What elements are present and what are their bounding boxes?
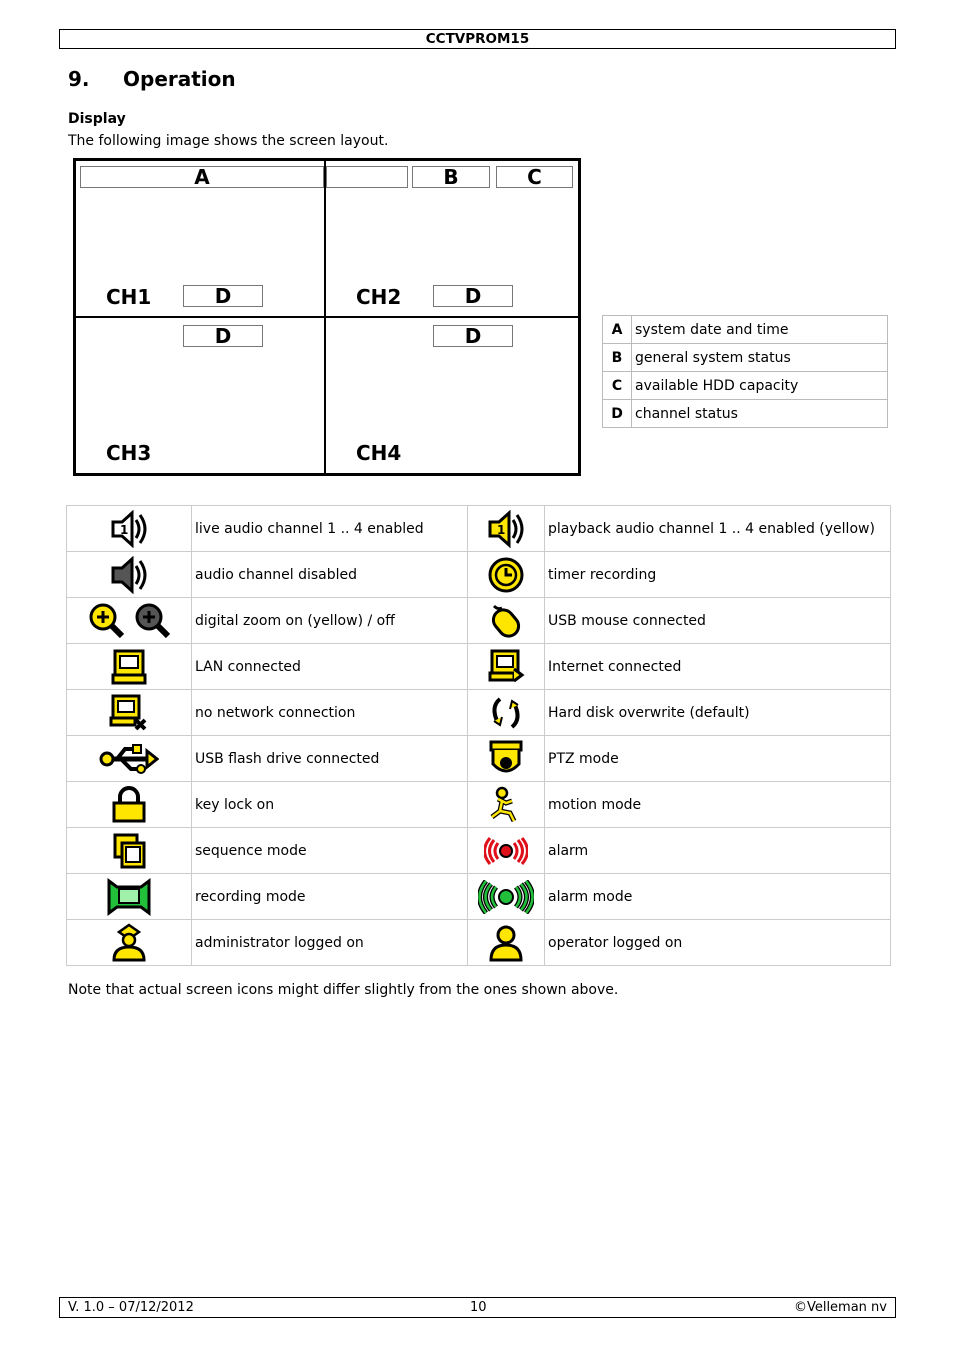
note-text: Note that actual screen icons might differ slightly from the ones shown above. — [68, 982, 619, 998]
legend-row — [603, 316, 888, 344]
table-row — [67, 920, 891, 966]
legend-key: B — [603, 344, 632, 372]
icon-desc: timer recording — [545, 552, 891, 598]
lan-icon — [67, 644, 192, 690]
icon-desc: motion mode — [545, 782, 891, 828]
channel-label: CH2 — [356, 285, 402, 309]
legend-key: D — [603, 400, 632, 428]
table-row — [67, 874, 891, 920]
icon-desc: sequence mode — [192, 828, 468, 874]
legend-key: C — [603, 372, 632, 400]
channel-quadrant-4 — [326, 318, 578, 473]
legend-table — [602, 315, 888, 428]
speaker-muted-icon — [67, 552, 192, 598]
blank-box — [326, 166, 408, 188]
section-heading — [68, 67, 236, 91]
overwrite-icon — [468, 690, 545, 736]
operator-icon — [468, 920, 545, 966]
box-d: D — [183, 325, 263, 347]
icon-desc: administrator logged on — [192, 920, 468, 966]
internet-icon — [468, 644, 545, 690]
usb-icon — [67, 736, 192, 782]
footer-copyright: ©Velleman nv — [793, 1300, 887, 1315]
icon-desc: playback audio channel 1 .. 4 enabled (yellow) — [545, 506, 891, 552]
box-b: B — [412, 166, 490, 188]
table-row — [67, 552, 891, 598]
page-header: CCTVPROM15 — [59, 29, 896, 49]
icon-desc: audio channel disabled — [192, 552, 468, 598]
sequence-icon — [67, 828, 192, 874]
table-row — [67, 782, 891, 828]
svg-text:1: 1 — [120, 522, 129, 537]
icon-desc: USB flash drive connected — [192, 736, 468, 782]
table-row — [67, 644, 891, 690]
legend-desc: channel status — [632, 400, 888, 428]
no-network-icon — [67, 690, 192, 736]
box-d: D — [183, 285, 263, 307]
legend-desc: available HDD capacity — [632, 372, 888, 400]
channel-label: CH1 — [106, 285, 152, 309]
icon-table — [66, 505, 891, 966]
icon-desc: alarm — [545, 828, 891, 874]
legend-row — [603, 400, 888, 428]
channel-quadrant-1 — [76, 161, 326, 318]
table-row — [67, 506, 891, 552]
legend-desc: general system status — [632, 344, 888, 372]
table-row — [67, 690, 891, 736]
intro-text: The following image shows the screen layout. — [68, 133, 389, 149]
section-title: Operation — [123, 67, 236, 91]
icon-desc: Internet connected — [545, 644, 891, 690]
icon-desc: live audio channel 1 .. 4 enabled — [192, 506, 468, 552]
icon-desc: alarm mode — [545, 874, 891, 920]
channel-quadrant-2 — [326, 161, 578, 318]
channel-label: CH3 — [106, 441, 152, 465]
svg-text:1: 1 — [497, 522, 506, 537]
box-a: A — [80, 166, 324, 188]
icon-desc: recording mode — [192, 874, 468, 920]
footer-page-number: 10 — [470, 1300, 487, 1315]
icon-desc: USB mouse connected — [545, 598, 891, 644]
legend-desc: system date and time — [632, 316, 888, 344]
footer-version: V. 1.0 – 07/12/2012 — [68, 1300, 194, 1315]
icon-desc: no network connection — [192, 690, 468, 736]
speaker-yellow-icon — [468, 506, 545, 552]
channel-quadrant-3 — [76, 318, 326, 473]
speaker-icon — [67, 506, 192, 552]
alarm-mode-icon — [468, 874, 545, 920]
legend-key: A — [603, 316, 632, 344]
section-number: 9. — [68, 67, 90, 91]
box-d: D — [433, 325, 513, 347]
box-d: D — [433, 285, 513, 307]
icon-desc: operator logged on — [545, 920, 891, 966]
legend-row — [603, 344, 888, 372]
recording-icon — [67, 874, 192, 920]
icon-desc: PTZ mode — [545, 736, 891, 782]
box-c: C — [496, 166, 573, 188]
icon-desc: digital zoom on (yellow) / off — [192, 598, 468, 644]
icon-desc: LAN connected — [192, 644, 468, 690]
subheading: Display — [68, 111, 126, 127]
zoom-icon — [67, 598, 192, 644]
admin-icon — [67, 920, 192, 966]
mouse-icon — [468, 598, 545, 644]
alarm-icon — [468, 828, 545, 874]
screen-layout-diagram — [73, 158, 581, 476]
table-row — [67, 598, 891, 644]
icon-desc: key lock on — [192, 782, 468, 828]
lock-icon — [67, 782, 192, 828]
table-row — [67, 736, 891, 782]
clock-icon — [468, 552, 545, 598]
motion-icon — [468, 782, 545, 828]
table-row — [67, 828, 891, 874]
icon-desc: Hard disk overwrite (default) — [545, 690, 891, 736]
page-footer — [59, 1297, 896, 1318]
channel-label: CH4 — [356, 441, 402, 465]
ptz-icon — [468, 736, 545, 782]
legend-row — [603, 372, 888, 400]
